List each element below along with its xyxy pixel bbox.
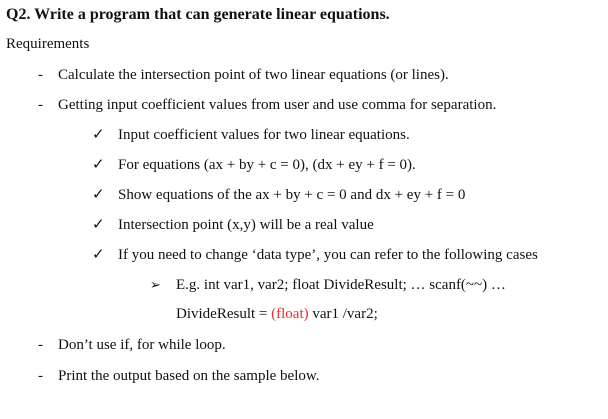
bullet-print-output: Print the output based on the sample below. <box>58 368 320 384</box>
check-icon: ✓ <box>92 127 105 143</box>
question-title: Q2. Write a program that can generate linear equations. <box>6 6 390 23</box>
bullet-dash: - <box>38 368 43 384</box>
check-item-intersection-real: Intersection point (x,y) will be a real value <box>118 217 374 233</box>
check-icon: ✓ <box>92 247 105 263</box>
bullet-dash: - <box>38 97 43 113</box>
code-suffix: var1 /var2; <box>308 306 378 322</box>
check-item-show-equations: Show equations of the ax + by + c = 0 and dx + ey + f = 0 <box>118 187 466 203</box>
check-item-input-values: Input coefficient values for two linear equations. <box>118 127 410 143</box>
check-item-data-type: If you need to change ‘data type’, you can refer to the following cases <box>118 247 538 263</box>
bullet-intersection: Calculate the intersection point of two linear equations (or lines). <box>58 67 449 83</box>
code-cast: (float) <box>271 306 309 322</box>
check-icon: ✓ <box>92 217 105 233</box>
code-prefix: DivideResult = <box>176 306 272 322</box>
check-icon: ✓ <box>92 157 105 173</box>
example-code-line-1: E.g. int var1, var2; float DivideResult; … scanf(~~) … <box>176 277 506 293</box>
example-code-line-2 <box>176 305 378 323</box>
bullet-dash: - <box>38 67 43 83</box>
arrow-bullet-icon: ➢ <box>150 277 161 292</box>
check-icon: ✓ <box>92 187 105 203</box>
check-item-equations: For equations (ax + by + c = 0), (dx + ey + f = 0). <box>118 157 416 173</box>
bullet-dash: - <box>38 337 43 353</box>
bullet-input-coefficients: Getting input coefficient values from user and use comma for separation. <box>58 97 497 113</box>
requirements-heading: Requirements <box>6 36 90 52</box>
bullet-no-loops: Don’t use if, for while loop. <box>58 337 226 353</box>
